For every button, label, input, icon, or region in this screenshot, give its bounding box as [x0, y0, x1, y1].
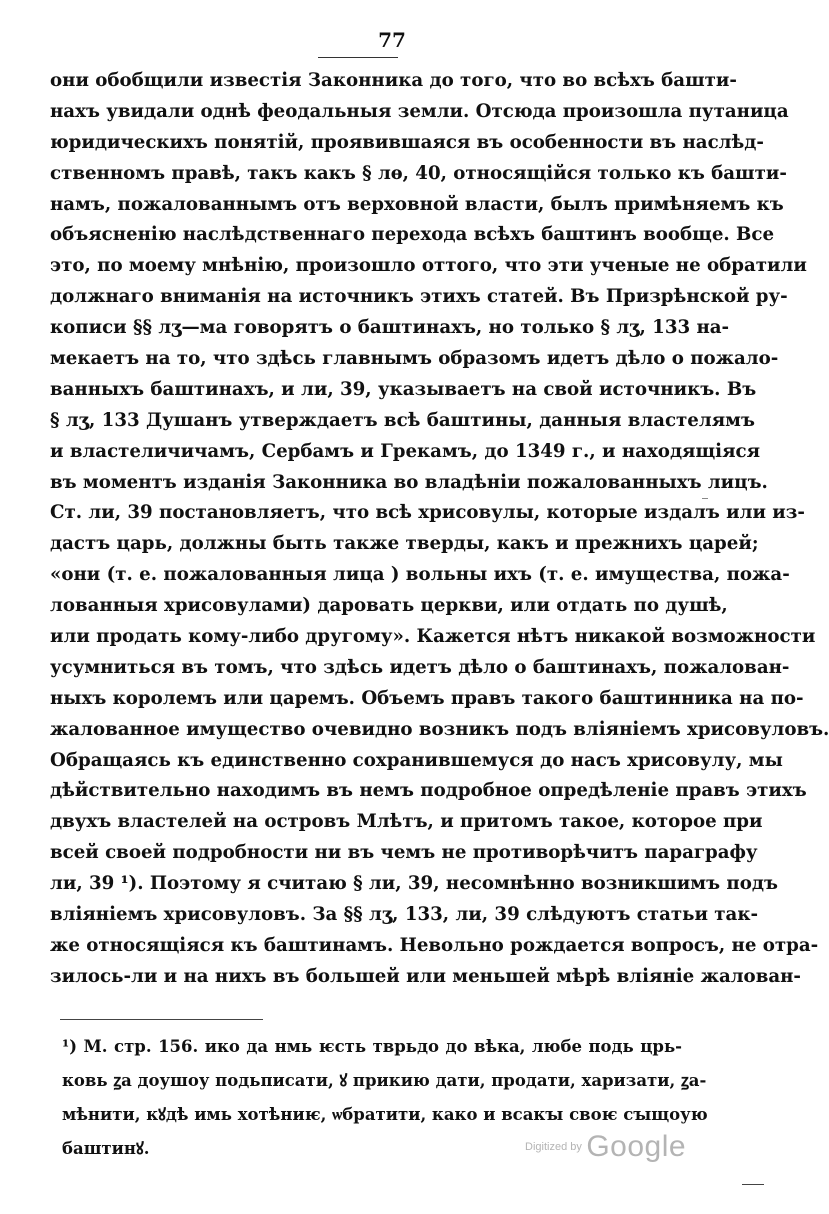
text-line: ли, 39 ¹). Поэтому я считаю § ли, 39, несомнѣнно возникшимъ подъ: [50, 873, 778, 895]
text-line: вліяніемъ хрисовуловъ. За §§ лӡ, 133, ли, 39 слѣдуютъ статьи так-: [50, 904, 759, 926]
text-line: въ моментъ изданія Законника во владѣніи пожалованныхъ лицъ.: [50, 471, 768, 493]
text-line: § лӡ, 133 Душанъ утверждаетъ всѣ баштины, данныя властелямъ: [50, 409, 755, 431]
text-line: и властеличичамъ, Сербамъ и Грекамъ, до 1349 г., и находящіяся: [50, 440, 761, 462]
text-line: ванныхъ баштинахъ, и ли, 39, указываетъ на свой источникъ. Въ: [50, 378, 757, 400]
text-line: кописи §§ лӡ—ма говорятъ о баштинахъ, но только § лӡ, 133 на-: [50, 317, 730, 339]
google-logo: Google: [586, 1130, 687, 1163]
text-line: Ст. ли, 39 постановляетъ, что всѣ хрисовулы, которые издалъ или из-: [50, 502, 805, 524]
text-line: ственномъ правѣ, такъ какъ § лѳ, 40, относящійся только къ башти-: [50, 162, 787, 184]
footnote-line: ковь ꙁа доушоу подьписати, ꙋ прикию дати, продати, харизати, ꙁа-: [62, 1071, 707, 1090]
text-line: лованныя хрисовулами) даровать церкви, или отдать по душѣ,: [50, 595, 728, 617]
digitized-by-google-watermark: [525, 1130, 686, 1164]
text-line: должнаго вниманія на источникъ этихъ статей. Въ Призрѣнской ру-: [50, 286, 788, 308]
text-line: двухъ властелей на островъ Млѣтъ, и притомъ такое, которое при: [50, 811, 763, 833]
text-line: они обобщили известія Законника до того, что во всѣхъ башти-: [50, 70, 737, 91]
text-line: же относящіяся къ баштинамъ. Невольно рождается вопросъ, не отра-: [50, 934, 819, 956]
text-line: ныхъ королемъ или царемъ. Объемъ правъ такого баштинника на по-: [50, 687, 804, 709]
margin-rule: [742, 1184, 764, 1185]
footnote-line: мѣнити, кꙋдѣ имь хотѣниѥ, ѡбратити, како и всакꙑ своѥ сꙑщоую: [62, 1105, 708, 1124]
text-line: или продать кому-либо другому». Кажется нѣтъ никакой возможности: [50, 626, 816, 648]
text-line: юридическихъ понятій, проявившаяся въ особенности въ наслѣд-: [50, 131, 764, 153]
text-line: всей своей подробности ни въ чемъ не противорѣчитъ параграфу: [50, 842, 758, 864]
text-line: мекаетъ на то, что здѣсь главнымъ образомъ идетъ дѣло о пожало-: [50, 348, 779, 370]
text-line: намъ, пожалованнымъ отъ верховной власти, былъ примѣняемъ къ: [50, 193, 784, 215]
body-text: [50, 66, 829, 993]
text-line: объясненію наслѣдственнаго перехода всѣхъ баштинъ вообще. Все: [50, 224, 775, 246]
footnote-line: ¹) М. стр. 156. ико да нмь ѥсть тврьдо до вѣка, любе подь црь-: [62, 1037, 682, 1056]
footnote-rule: [60, 1019, 263, 1020]
text-line: зилось-ли и на нихъ въ большей или меньшей мѣрѣ вліяніе жалован-: [50, 965, 801, 987]
text-line: дастъ царь, должны быть также тверды, какъ и прежнихъ царей;: [50, 533, 759, 555]
page-number-rule: [318, 57, 398, 58]
text-line: «они (т. е. пожалованныя лица ) вольны ихъ (т. е. имущества, пожа-: [50, 564, 790, 586]
text-line: Обращаясь къ единственно сохранившемуся до насъ хрисовулу, мы: [50, 749, 783, 771]
text-line: это, по моему мнѣнію, произошло оттого, что эти ученые не обратили: [50, 255, 807, 277]
footnote-line: баштинꙋ.: [62, 1139, 150, 1158]
margin-mark: [702, 498, 708, 499]
text-line: жалованное имущество очевидно возникъ подъ вліяніемъ хрисовуловъ.: [50, 718, 829, 740]
text-line: усумниться въ томъ, что здѣсь идетъ дѣло о баштинахъ, пожалован-: [50, 656, 790, 678]
watermark-prefix: Digitized by: [525, 1141, 582, 1153]
text-line: нахъ увидали однѣ феодальныя земли. Отсюда произошла путаница: [50, 100, 789, 122]
page-number: 77: [378, 28, 406, 52]
text-line: дѣйствительно находимъ въ немъ подробное опредѣленіе правъ этихъ: [50, 780, 807, 802]
